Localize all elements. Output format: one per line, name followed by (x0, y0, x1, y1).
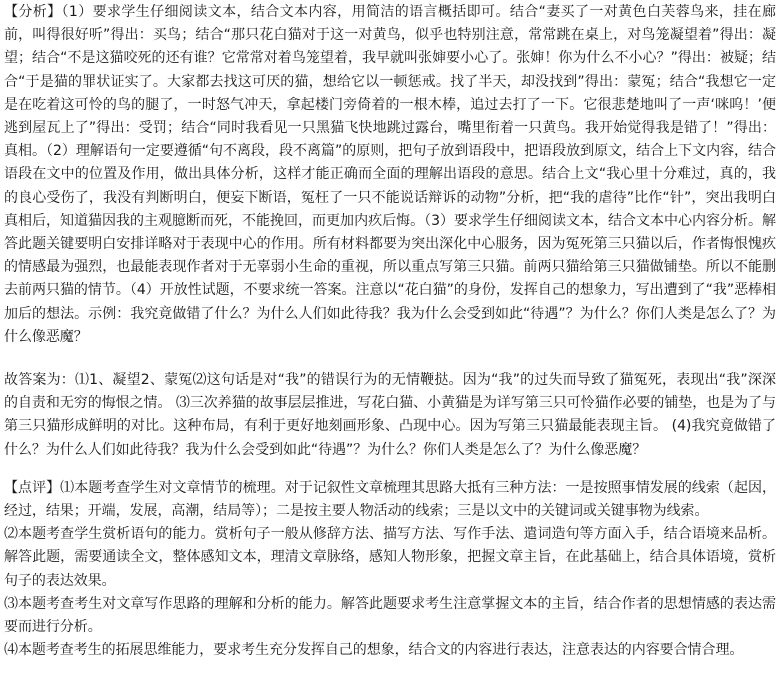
comment-paragraph-2: ⑵本题考查学生赏析语句的能力。赏析句子一般从修辞方法、描写方法、写作手法、遣词造句等方面入手，结合语境来品析。解答此题，需要通读全文，整体感知文本，理清文章脉络，感知人物形象，把握文章主旨，在此基础上，结合具体语境，赏析句子的表达效果。 (4, 526, 776, 589)
spacer (4, 349, 776, 369)
comment-section (4, 477, 776, 663)
answer-paragraph: 故答案为：⑴1、凝望2、蒙冤⑵这句话是对“我”的错误行为的无情鞭挞。因为“我”的过失而导致了猫冤死，表现出“我”深深的自责和无穷的悔恨之情。 ⑶三次养猫的故事层层推进，写花白猫、小黄猫是为详写第三只可怜猫作必要的铺垫，也是为了与第三只猫形成鲜明的对比。这种布局，有利于更好地刻画形象、凸现中心。因为写第三只猫最能表现主旨。 (4)我究竟做错了什么？为什么人们如此待我？我为什么会受到如此“待遇”？为什么？你们人类是怎么了？为什么像恶魔？ (4, 372, 776, 458)
spacer (4, 462, 776, 477)
analysis-paragraph: 【分析】（1）要求学生仔细阅读文本，结合文本内容，用简洁的语言概括即可。结合“妻买了一对黄色白芙蓉鸟来，挂在廊前，叫得很好听”得出：买鸟；结合“那只花白猫对于这一对黄鸟，似乎也特别注意，常常跳在桌上，对鸟笼凝望着”得出：凝望；结合“不是这猫咬死的还有谁？它常常对着鸟笼望着，我早就叫张婶要小心了。张婶！你为什么不小心？”得出：被疑；结合“于是猫的罪状证实了。大家都去找这可厌的猫，想给它以一顿惩戒。找了半天，却没找到”得出：蒙冤；结合“我想它一定是在吃着这可怜的鸟的腿了，一时怒气冲天，拿起楼门旁倚着的一根木棒，追过去打了一下。它很悲楚地叫了一声‘咪呜！’便逃到屋瓦上了”得出：受罚；结合“同时我看见一只黑猫飞快地跳过露台，嘴里衔着一只黄鸟。我开始觉得我是错了！”得出：真相。（2）理解语句一定要遵循“句不离段，段不离篇”的原则，把句子放到语段中，把语段放到原文，结合上下文内容，结合语段在文中的位置及作用，做出具体分析，这样才能正确而全面的理解出语段的意思。结合上文“我心里十分难过，真的，我的良心受伤了，我没有判断明白，便妄下断语，冤枉了一只不能说话辩诉的动物”分析，把“我的虐待”比作“针”，突出我明白真相后，知道猫因我的主观臆断而死，不能挽回，而更加内疚后悔。（3）要求学生仔细阅读文本，结合文本中心内容分析。解答此题关键要明白安排详略对于表现中心的作用。所有材料都要为突出深化中心服务，因为冤死第三只猫以后，作者悔恨愧疚的情感最为强烈，也最能表现作者对于无辜弱小生命的重视，所以重点写第三只猫。前两只猫给第三只猫做铺垫。所以不能删去前两只猫的情节。（4）开放性试题，不要求统一答案。注意以“花白猫”的身份，发挥自己的想象力，写出遭到了“我”恶棒相加后的想法。示例：我究竟做错了什么？为什么人们如此待我？我为什么会受到如此“待遇”？为什么？你们人类是怎么了？为什么像恶魔？ (4, 4, 776, 345)
comment-paragraph-3: ⑶本题考查考生对文章写作思路的理解和分析的能力。解答此题要求考生注意掌握文本的主旨，结合作者的思想情感的表达需要而进行分析。 (4, 595, 776, 636)
comment-paragraph-4: ⑷本题考查考生的拓展思维能力，要求考生充分发挥自己的想象，结合文的内容进行表达，注意表达的内容要合情合理。 (4, 642, 744, 659)
comment-paragraph-1: 【点评】⑴本题考查学生对文章情节的梳理。对于记叙性文章梳理其思路大抵有三种方法：一是按照事情发展的线索（起因，经过，结果；开端，发展，高潮，结局等）；二是按主要人物活动的线索；三是以文中的关键词或关键事物为线索。 (4, 479, 776, 520)
